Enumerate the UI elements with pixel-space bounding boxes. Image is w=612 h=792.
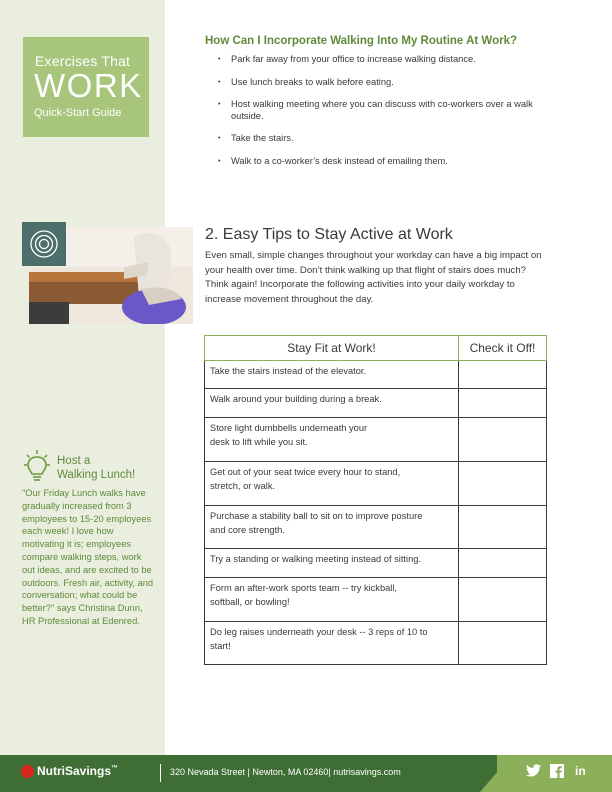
section2-title: 2. Easy Tips to Stay Active at Work	[205, 226, 453, 243]
footer-address: 320 Nevada Street | Newton, MA 02460| nutrisavings.com	[170, 767, 401, 777]
activity-cell: Do leg raises underneath your desk -- 3 reps of 10 to start!	[205, 622, 459, 665]
footer-divider	[160, 764, 161, 782]
stay-fit-table	[204, 335, 547, 665]
guide-logo	[23, 37, 149, 137]
check-cell[interactable]	[459, 578, 547, 622]
table-header-activity: Stay Fit at Work!	[205, 336, 459, 361]
table-row	[205, 389, 547, 418]
check-cell[interactable]	[459, 389, 547, 418]
activity-cell: Take the stairs instead of the elevator.	[205, 361, 459, 389]
check-cell[interactable]	[459, 462, 547, 506]
brand-logo: NutriSavings™	[21, 764, 118, 778]
check-cell[interactable]	[459, 418, 547, 462]
target-icon	[22, 222, 66, 266]
activity-cell: Form an after-work sports team -- try kickball, softball, or bowling!	[205, 578, 459, 622]
twitter-icon[interactable]	[526, 764, 541, 780]
bullet-icon: •	[218, 78, 221, 86]
table-header-check: Check it Off!	[459, 336, 547, 361]
check-cell[interactable]	[459, 622, 547, 665]
table-row	[205, 622, 547, 665]
table-row	[205, 418, 547, 462]
section1-title: How Can I Incorporate Walking Into My Routine At Work?	[205, 35, 517, 47]
table-row	[205, 361, 547, 389]
table-row	[205, 578, 547, 622]
activity-cell: Walk around your building during a break.	[205, 389, 459, 418]
sidebar-tip-title: Host a Walking Lunch!	[57, 455, 136, 481]
check-cell[interactable]	[459, 506, 547, 549]
lightbulb-icon	[22, 450, 52, 484]
linkedin-icon[interactable]: in	[575, 764, 586, 778]
logo-bottom-text: Quick-Start Guide	[34, 107, 122, 119]
list-item: • Host walking meeting where you can discuss with co-workers over a walk outside.	[218, 99, 533, 121]
table-row	[205, 462, 547, 506]
activity-cell: Store light dumbbells underneath your desk to lift while you sit.	[205, 418, 459, 462]
list-item: • Park far away from your office to increase walking distance.	[218, 54, 476, 64]
bullet-icon: •	[218, 101, 221, 108]
section2-paragraph: Even small, simple changes throughout your workday can have a big impact on your health over time. Don’t think walking up that flight of stairs does much? Think again! Incorporate the following activities into your daily workday to increase movement throughout the day.	[205, 250, 542, 305]
bullet-icon: •	[218, 157, 221, 165]
logo-big-text: WORK	[34, 67, 143, 104]
activity-cell: Purchase a stability ball to sit on to improve posture and core strength.	[205, 506, 459, 549]
logo-top-text: Exercises That	[35, 53, 131, 69]
bullet-icon: •	[218, 135, 221, 142]
check-cell[interactable]	[459, 361, 547, 389]
sidebar-quote: "Our Friday Lunch walks have gradually increased from 3 employees to 15-20 employees each week! I love how motivating it is; employees compare walking steps, work out ideas, and are excited to be outdoors. Fresh air, activity, and conversation; what could be better?" says Christina Dunn, HR Professional at Edenred.	[22, 488, 154, 626]
table-row	[205, 549, 547, 578]
activity-cell: Get out of your seat twice every hour to stand, stretch, or walk.	[205, 462, 459, 506]
table-row	[205, 506, 547, 549]
list-item: • Take the stairs.	[218, 133, 294, 143]
table-header-row	[205, 336, 547, 361]
facebook-icon[interactable]	[550, 764, 564, 781]
brand-dot-icon	[21, 765, 34, 778]
check-cell[interactable]	[459, 549, 547, 578]
bullet-icon: •	[218, 56, 221, 63]
list-item: • Use lunch breaks to walk before eating.	[218, 76, 394, 87]
walking-tips-list	[218, 54, 548, 178]
target-badge	[22, 222, 66, 266]
list-item: • Walk to a co-worker’s desk instead of emailing them.	[218, 155, 448, 166]
activity-cell: Try a standing or walking meeting instead of sitting.	[205, 549, 459, 578]
